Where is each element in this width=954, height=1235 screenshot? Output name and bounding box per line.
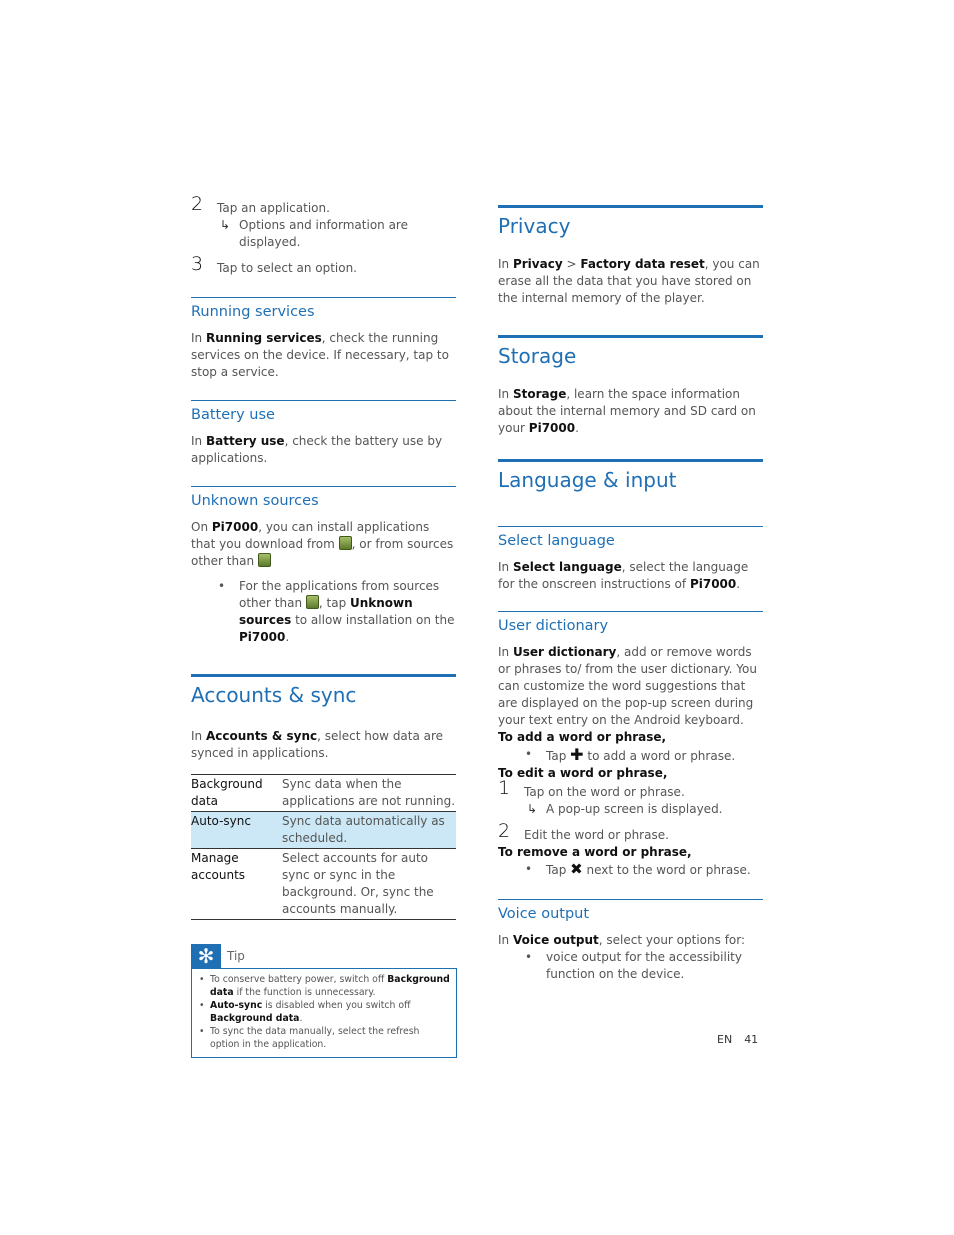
select-language-heading: Select language — [498, 526, 763, 551]
voice-output-text: In Voice output, select your options for: — [498, 933, 746, 947]
step-result — [524, 801, 763, 818]
list-item: • To sync the data manually, select the refresh option in the application. — [199, 1026, 420, 1050]
language-input-heading: Language & input — [498, 459, 763, 493]
add-word-heading: To add a word or phrase, — [498, 730, 667, 744]
tip-content — [191, 968, 457, 1058]
running-services-heading: Running services — [191, 297, 456, 322]
accounts-sync-text: In Accounts & sync, select how data are synced in applications. — [191, 729, 444, 760]
remove-word-heading: To remove a word or phrase, — [498, 845, 692, 859]
step-2 — [191, 193, 456, 251]
accounts-sync-heading: Accounts & sync — [191, 674, 456, 708]
footer-language: EN — [717, 1033, 733, 1046]
tip-icon: ✻ — [191, 944, 221, 968]
step-text: Tap an application. — [217, 201, 330, 215]
user-dictionary-text: In User dictionary, add or remove words or phrases to/ from the user dictionary. You can customize the word suggestions that are displayed on the pop-up screen during your text entry on the Android keyboard. — [498, 645, 757, 727]
step-3 — [191, 253, 456, 277]
close-icon: ✖ — [570, 860, 583, 878]
unknown-sources-bullet: • For the applications from sources other than , tap Unknown sources to allow installation on the Pi7000. — [218, 579, 455, 644]
user-dictionary-heading: User dictionary — [498, 611, 763, 636]
running-services-text: In Running services, check the running services on the device. If necessary, tap to stop a service. — [191, 331, 449, 379]
storage-text: In Storage, learn the space information about the internal memory and SD card on your Pi7000. — [498, 387, 756, 435]
market-app-icon — [306, 595, 319, 609]
result-text: Options and information are displayed. — [239, 218, 408, 249]
step-text: Edit the word or phrase. — [524, 828, 669, 842]
result-arrow-icon: ↳ — [527, 802, 538, 816]
step-number: 2 — [191, 193, 204, 215]
tip-box — [191, 944, 456, 1058]
list-item: • To conserve battery power, switch off Background data if the function is unnecessary. — [199, 974, 450, 998]
step-result — [217, 217, 456, 251]
step-number: 3 — [191, 253, 204, 275]
page-footer — [717, 1031, 770, 1048]
step-number: 2 — [498, 820, 511, 842]
privacy-heading: Privacy — [498, 205, 763, 239]
unknown-sources-text: On Pi7000, you can install applications that you download from , or from sources other than — [191, 520, 454, 568]
unknown-sources-heading: Unknown sources — [191, 486, 456, 511]
row-desc: Select accounts for auto sync or sync in the background. Or, sync the accounts manually. — [282, 851, 434, 916]
accounts-sync-table — [191, 774, 456, 920]
voice-output-heading: Voice output — [498, 899, 763, 924]
edit-word-heading: To edit a word or phrase, — [498, 766, 668, 780]
battery-use-heading: Battery use — [191, 400, 456, 425]
remove-word-bullet: • Tap ✖ next to the word or phrase. — [525, 860, 751, 878]
row-name: Background data — [191, 777, 263, 808]
edit-step-1 — [498, 777, 763, 818]
step-text: Tap to select an option. — [217, 261, 357, 275]
market-app-icon — [339, 536, 352, 550]
step-text: Tap on the word or phrase. — [524, 785, 685, 799]
edit-step-2 — [498, 820, 763, 844]
market-app-icon — [258, 553, 271, 567]
result-arrow-icon: ↳ — [220, 218, 231, 232]
tip-header — [191, 944, 456, 968]
tip-label: Tip — [227, 948, 245, 963]
list-item: • Auto-sync is disabled when you switch off Background data. — [199, 1000, 411, 1024]
table-row — [191, 775, 456, 812]
left-column — [191, 193, 456, 1058]
row-desc: Sync data automatically as scheduled. — [282, 814, 445, 845]
voice-output-bullet: • voice output for the accessibility function on the device. — [525, 950, 742, 981]
table-row — [191, 849, 456, 920]
row-name: Manage accounts — [191, 851, 246, 882]
row-desc: Sync data when the applications are not running. — [282, 777, 456, 808]
page-number: 41 — [744, 1033, 759, 1046]
add-word-bullet: • Tap ✚ to add a word or phrase. — [525, 745, 736, 764]
table-row — [191, 812, 456, 849]
privacy-text: In Privacy > Factory data reset, you can erase all the data that you have stored on the internal memory of the player. — [498, 257, 760, 305]
plus-icon: ✚ — [570, 745, 584, 764]
result-text: A pop-up screen is displayed. — [546, 802, 723, 816]
storage-heading: Storage — [498, 335, 763, 369]
row-name: Auto-sync — [191, 814, 251, 828]
select-language-text: In Select language, select the language for the onscreen instructions of Pi7000. — [498, 560, 749, 591]
step-number: 1 — [498, 777, 511, 799]
battery-use-text: In Battery use, check the battery use by applications. — [191, 434, 443, 465]
right-column — [498, 205, 763, 983]
